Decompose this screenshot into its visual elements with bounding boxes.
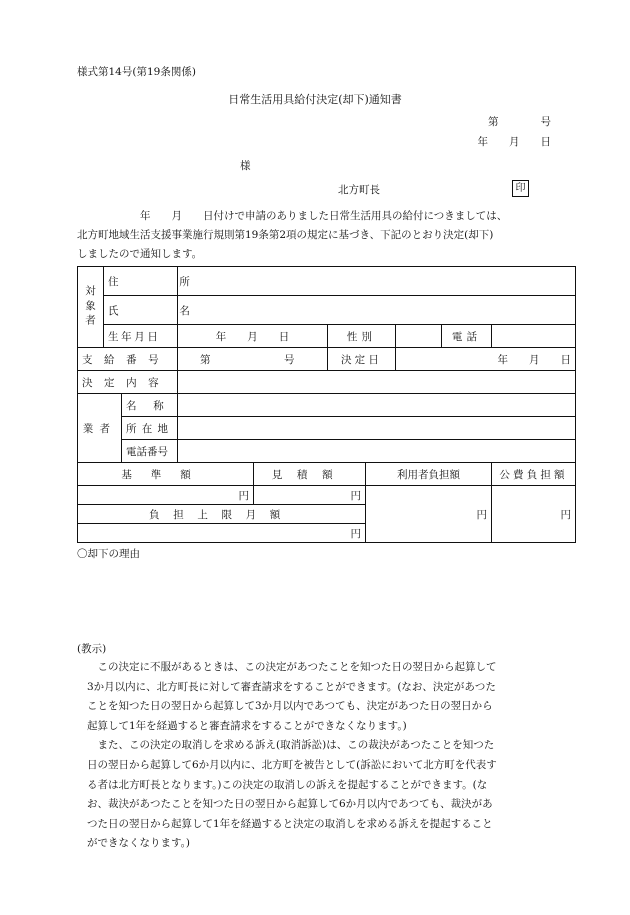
addressee-suffix: 様 bbox=[240, 160, 251, 172]
user-burden-field[interactable]: 円 bbox=[366, 486, 492, 543]
seal-mark: 印 bbox=[512, 180, 529, 197]
phone-label: 電話 bbox=[442, 325, 492, 348]
decision-content-field[interactable] bbox=[178, 371, 576, 394]
vendor-label: 業者 bbox=[78, 394, 122, 463]
guidance-line: 日の翌日から起算して6か月以内に、北方町を被告として(訴訟において北方町を代表す bbox=[87, 758, 497, 771]
vendor-name-label: 名称 bbox=[122, 394, 178, 417]
vendor-phone-label: 電話番号 bbox=[122, 440, 178, 463]
guidance-line: 起算して1年を経過すると審査請求をすることができなくなります。) bbox=[87, 719, 407, 732]
sender-name: 北方町長 bbox=[338, 184, 380, 196]
form-number: 様式第14号(第19条関係) bbox=[77, 66, 196, 78]
vendor-location-field[interactable] bbox=[178, 417, 576, 440]
guidance-line: この決定に不服があるときは、この決定があつたことを知つた日の翌日から起算して bbox=[87, 661, 497, 673]
vendor-name-field[interactable] bbox=[178, 394, 576, 417]
burden-limit-field[interactable]: 円 bbox=[78, 524, 366, 543]
estimate-amount-field[interactable]: 円 bbox=[254, 486, 366, 505]
guidance-line: つた日の翌日から起算して1年を経過すると決定の取消しを求める訴えを提起すること bbox=[87, 817, 493, 830]
name-field[interactable] bbox=[178, 296, 576, 325]
document-title: 日常生活用具給付決定(却下)通知書 bbox=[228, 93, 402, 106]
guidance-line: ができなくなります。) bbox=[87, 837, 191, 850]
public-burden-field[interactable]: 円 bbox=[492, 486, 576, 543]
address-field[interactable] bbox=[178, 267, 576, 296]
vendor-phone-field[interactable] bbox=[178, 440, 576, 463]
birthdate-label: 生年月日 bbox=[104, 325, 178, 348]
public-burden-label: 公費負担額 bbox=[492, 463, 576, 486]
decision-date-field[interactable]: 年 月 日 bbox=[396, 348, 576, 371]
gender-label: 性別 bbox=[328, 325, 396, 348]
gender-field[interactable] bbox=[396, 325, 442, 348]
birthdate-field[interactable]: 年 月 日 bbox=[178, 325, 328, 348]
standard-amount-label: 基準額 bbox=[78, 463, 254, 486]
document-number: 第 号 bbox=[488, 116, 551, 128]
decision-date-label: 決定日 bbox=[328, 348, 396, 371]
burden-limit-label: 負担上限月額 bbox=[78, 505, 366, 524]
address-label: 住 所 bbox=[104, 267, 178, 296]
document-date: 年 月 日 bbox=[477, 136, 551, 148]
notice-body bbox=[77, 207, 555, 264]
notice-line: 北方町地域生活支援事業施行規則第19条第2項の規定に基づき、下記のとおり決定(却下) bbox=[77, 229, 494, 241]
guidance-line: る者は北方町長となります。)この決定の取消しの訴えを提起することができます。(な bbox=[87, 778, 488, 791]
guidance-line: 3か月以内に、北方町長に対して審査請求をすることができます。(なお、決定があつた bbox=[87, 680, 496, 693]
subject-label: 対象者 bbox=[78, 267, 104, 348]
rejection-reason-heading: 〇却下の理由 bbox=[77, 548, 140, 560]
payment-number-field[interactable]: 第 号 bbox=[178, 348, 328, 371]
notice-line: しましたので通知します。 bbox=[77, 248, 203, 260]
user-burden-label: 利用者負担額 bbox=[366, 463, 492, 486]
guidance-line: また、この決定の取消しを求める訴え(取消訴訟)は、この裁決があつたことを知つた bbox=[87, 739, 495, 752]
estimate-amount-label: 見積額 bbox=[254, 463, 366, 486]
decision-table bbox=[77, 266, 576, 543]
decision-content-label: 決定内容 bbox=[78, 371, 178, 394]
standard-amount-field[interactable]: 円 bbox=[78, 486, 254, 505]
vendor-location-label: 所在地 bbox=[122, 417, 178, 440]
phone-field[interactable] bbox=[492, 325, 576, 348]
guidance-line: ことを知つた日の翌日から起算して3か月以内であつても、決定があつた日の翌日から bbox=[87, 700, 493, 713]
payment-number-label: 支給番号 bbox=[78, 348, 178, 371]
guidance-text bbox=[77, 658, 557, 854]
guidance-line: お、裁決があつたことを知つた日の翌日から起算して6か月以内であつても、裁決があ bbox=[87, 798, 493, 811]
name-label: 氏 名 bbox=[104, 296, 178, 325]
notice-line: 年 月 日付けで申請のありました日常生活用具の給付につきましては、 bbox=[77, 210, 508, 222]
guidance-heading: (教示) bbox=[77, 643, 107, 655]
